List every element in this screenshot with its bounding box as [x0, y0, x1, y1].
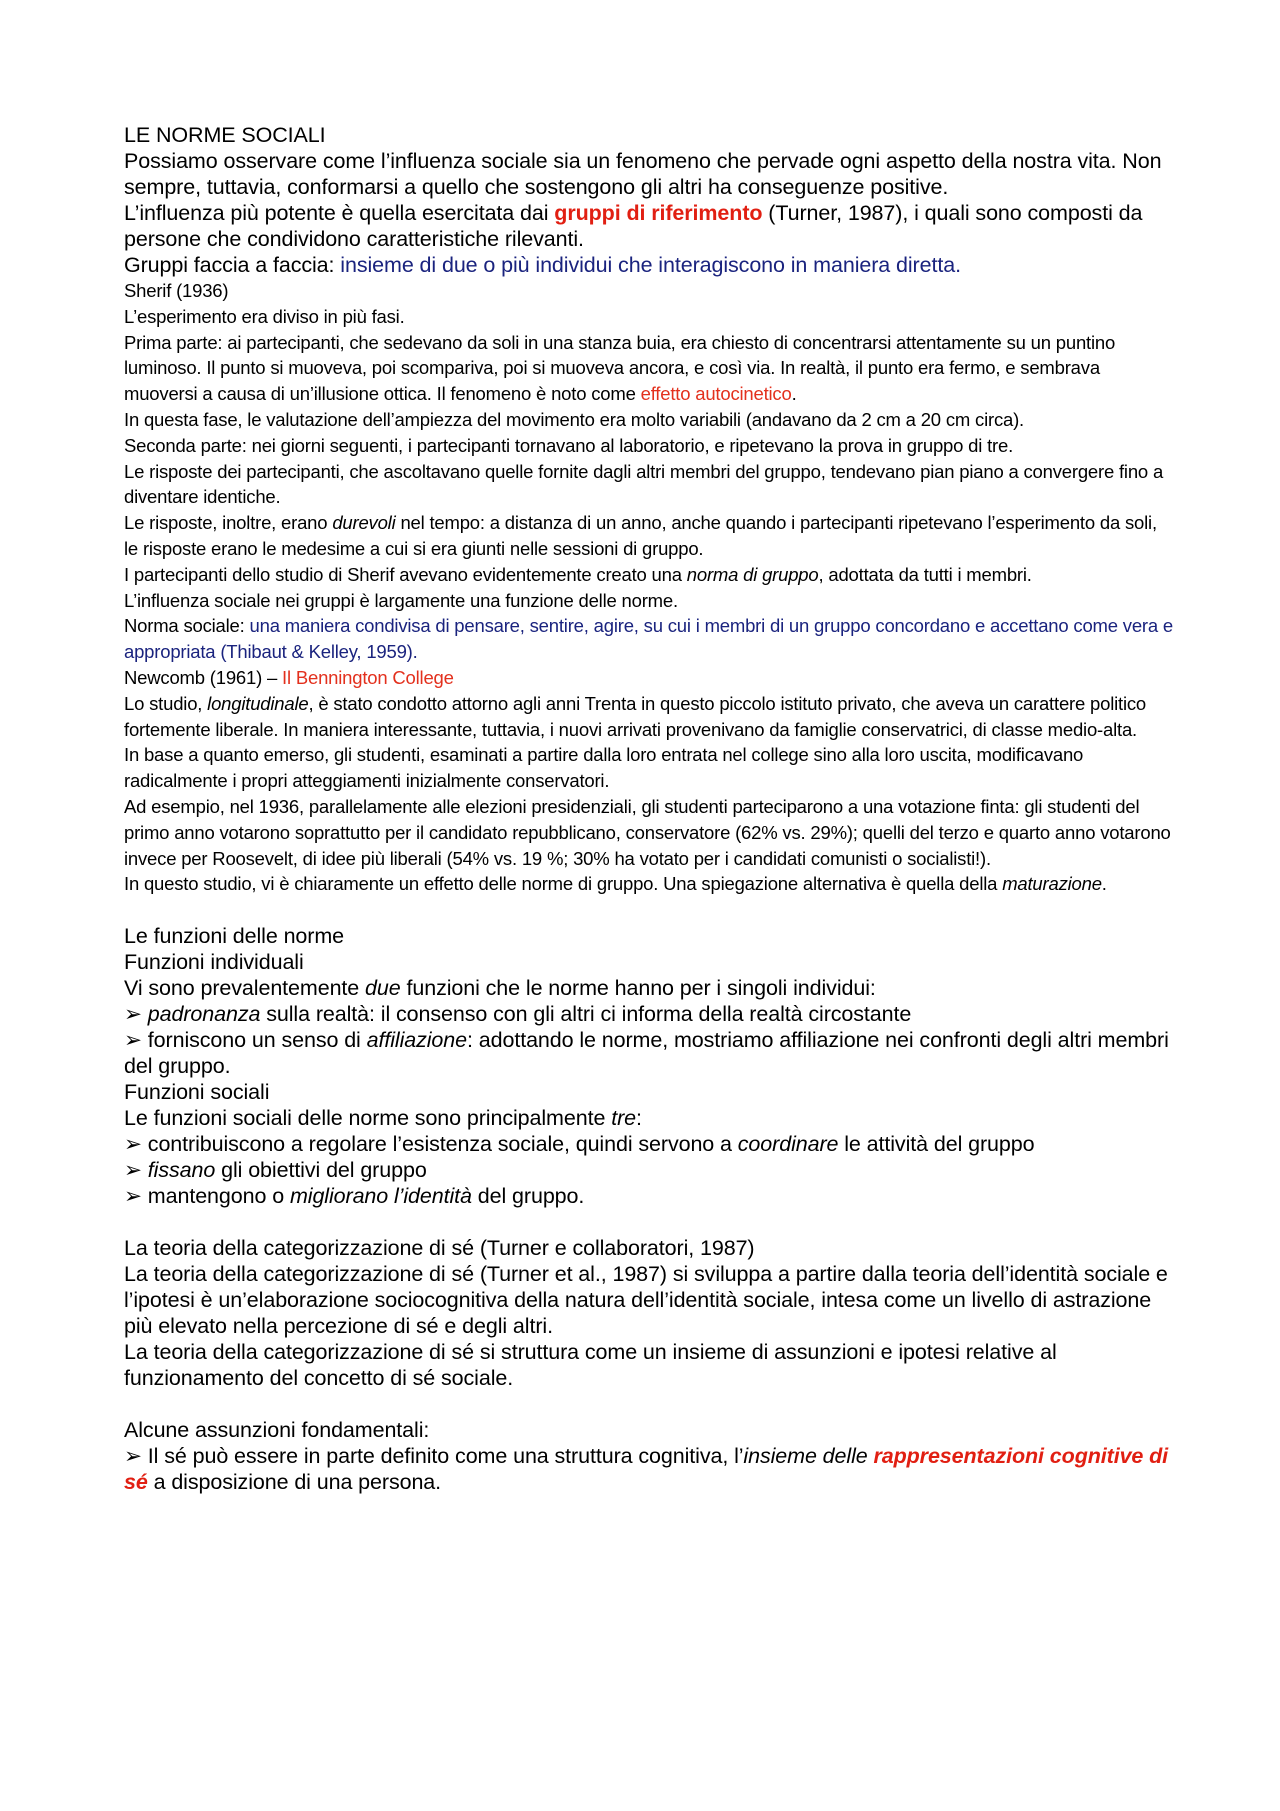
social-function-item: ➢ contribuiscono a regolare l’esistenza sociale, quindi servono a coordinare le attività del gruppo: [124, 1132, 1035, 1157]
functions-heading: Le funzioni delle norme: [124, 924, 345, 949]
document-page: [124, 122, 1174, 1495]
newcomb-conclusion: In questo studio, vi è chiaramente un effetto delle norme di gruppo. Una spiegazione alternativa è quella della maturazione.: [124, 873, 1107, 895]
social-functions-heading: Funzioni sociali: [124, 1080, 270, 1105]
arrow-bullet-icon: ➢: [124, 1002, 142, 1027]
sherif-intro: L’esperimento era diviso in più fasi.: [124, 305, 405, 327]
assumption-item: ➢ Il sé può essere in parte definito come una struttura cognitiva, l’insieme delle rappresentazioni cognitive di sé a disposizione di una persona.: [124, 1444, 1169, 1495]
sherif-heading: Sherif (1936): [124, 280, 229, 301]
newcomb-result: In base a quanto emerso, gli studenti, esaminati a partire dalla loro entrata nel college sino alla loro uscita, modificavano radicalmente i propri atteggiamenti inizialmente conservatori.: [124, 744, 1084, 792]
intro-paragraph: Possiamo osservare come l’influenza sociale sia un fenomeno che pervade ogni aspetto della nostra vita. Non sempre, tuttavia, conformarsi a quello che sostengono gli altri ha conseguenze positive.: [124, 149, 1162, 199]
social-function-item: ➢ mantengono o migliorano l’identità del gruppo.: [124, 1184, 585, 1209]
sherif-group-norm: I partecipanti dello studio di Sherif avevano evidentemente creato una norma di gruppo, adottata da tutti i membri.: [124, 563, 1032, 585]
arrow-bullet-icon: ➢: [124, 1158, 142, 1183]
sherif-convergence: Le risposte dei partecipanti, che ascoltavano quelle fornite dagli altri membri del gruppo, tendevano pian piano a convergere fino a diventare identiche.: [124, 460, 1164, 508]
categorization-paragraph-1: La teoria della categorizzazione di sé (Turner et al., 1987) si sviluppa a partire dalla teoria dell’identità sociale e l’ipotesi è un’elaborazione sociocognitiva della natura dell’identità sociale, intesa come un livello di astrazione più elevato nella percezione di sé e degli altri.: [124, 1262, 1168, 1339]
social-functions-intro: Le funzioni sociali delle norme sono principalmente tre:: [124, 1106, 642, 1131]
reference-groups-highlight: gruppi di riferimento: [554, 201, 763, 225]
sherif-second-part: Seconda parte: nei giorni seguenti, i partecipanti tornavano al laboratorio, e ripetevano la prova in gruppo di tre.: [124, 434, 1014, 456]
sherif-function: L’influenza sociale nei gruppi è largamente una funzione delle norme.: [124, 589, 678, 611]
cognitive-representations-highlight: rappresentazioni cognitive di sé: [124, 1444, 1169, 1495]
social-norm-definition: Norma sociale: una maniera condivisa di pensare, sentire, agire, su cui i membri di un gruppo concordano e accettano come vera e appropriata (Thibaut & Kelley, 1959).: [124, 615, 1173, 663]
individual-functions-heading: Funzioni individuali: [124, 950, 304, 975]
newcomb-example: Ad esempio, nel 1936, parallelamente alle elezioni presidenziali, gli studenti parteciparono a una votazione finta: gli studenti del primo anno votarono soprattutto per il candidato repubblicano, conservatore (62% vs. 29%); quelli del terzo e quarto anno votarono invece per Roosevelt, di idee più liberali (54% vs. 19 %; 30% ha votato per i candidati comunisti o socialisti!).: [124, 795, 1171, 869]
newcomb-heading: Newcomb (1961) – Il Bennington College: [124, 666, 454, 688]
arrow-bullet-icon: ➢: [124, 1444, 142, 1469]
arrow-bullet-icon: ➢: [124, 1184, 142, 1209]
individual-functions-intro: Vi sono prevalentemente due funzioni che le norme hanno per i singoli individui:: [124, 976, 876, 1001]
individual-function-item: ➢ forniscono un senso di affiliazione: adottando le norme, mostriamo affiliazione nei confronti degli altri membri del gruppo.: [124, 1028, 1169, 1079]
autokinetic-effect-term: effetto autocinetico: [640, 383, 792, 405]
face-to-face-paragraph: Gruppi faccia a faccia: insieme di due o più individui che interagiscono in maniera diretta.: [124, 253, 961, 277]
sherif-first-part: Prima parte: ai partecipanti, che sedevano da soli in una stanza buia, era chiesto di concentrarsi attentamente su un puntino luminoso. Il punto si muoveva, poi scompariva, poi si muoveva ancora, e così via. In realtà, il punto era fermo, e sembrava muoversi a causa di un’illusione ottica. Il fenomeno è noto come effetto autocinetico.: [124, 331, 1116, 405]
categorization-paragraph-2: La teoria della categorizzazione di sé si struttura come un insieme di assunzioni e ipotesi relative al funzionamento del concetto di sé sociale.: [124, 1340, 1057, 1391]
categorization-heading: La teoria della categorizzazione di sé (Turner e collaboratori, 1987): [124, 1236, 755, 1261]
reference-groups-paragraph: L’influenza più potente è quella esercitata dai gruppi di riferimento (Turner, 1987), i quali sono composti da persone che condividono caratteristiche rilevanti.: [124, 201, 1143, 251]
assumptions-heading: Alcune assunzioni fondamentali:: [124, 1418, 430, 1443]
sherif-variability: In questa fase, le valutazione dell’ampiezza del movimento era molto variabili (andavano da 2 cm a 20 cm circa).: [124, 408, 1024, 430]
face-to-face-definition: insieme di due o più individui che interagiscono in maniera diretta.: [340, 253, 961, 277]
page-title: LE NORME SOCIALI: [124, 123, 326, 147]
social-function-item: ➢ fissano gli obiettivi del gruppo: [124, 1158, 427, 1183]
newcomb-study: Lo studio, longitudinale, è stato condotto attorno agli anni Trenta in questo piccolo istituto privato, che aveva un carattere politico fortemente liberale. In maniera interessante, tuttavia, i nuovi arrivati provenivano da famiglie conservatrici, di classe medio-alta.: [124, 692, 1147, 740]
arrow-bullet-icon: ➢: [124, 1132, 142, 1157]
arrow-bullet-icon: ➢: [124, 1028, 142, 1053]
sherif-durable: Le risposte, inoltre, erano durevoli nel tempo: a distanza di un anno, anche quando i partecipanti ripetevano l’esperimento da soli, le risposte erano le medesime a cui si era giunti nelle sessioni di gruppo.: [124, 512, 1157, 559]
individual-function-item: ➢ padronanza sulla realtà: il consenso con gli altri ci informa della realtà circostante: [124, 1002, 912, 1027]
